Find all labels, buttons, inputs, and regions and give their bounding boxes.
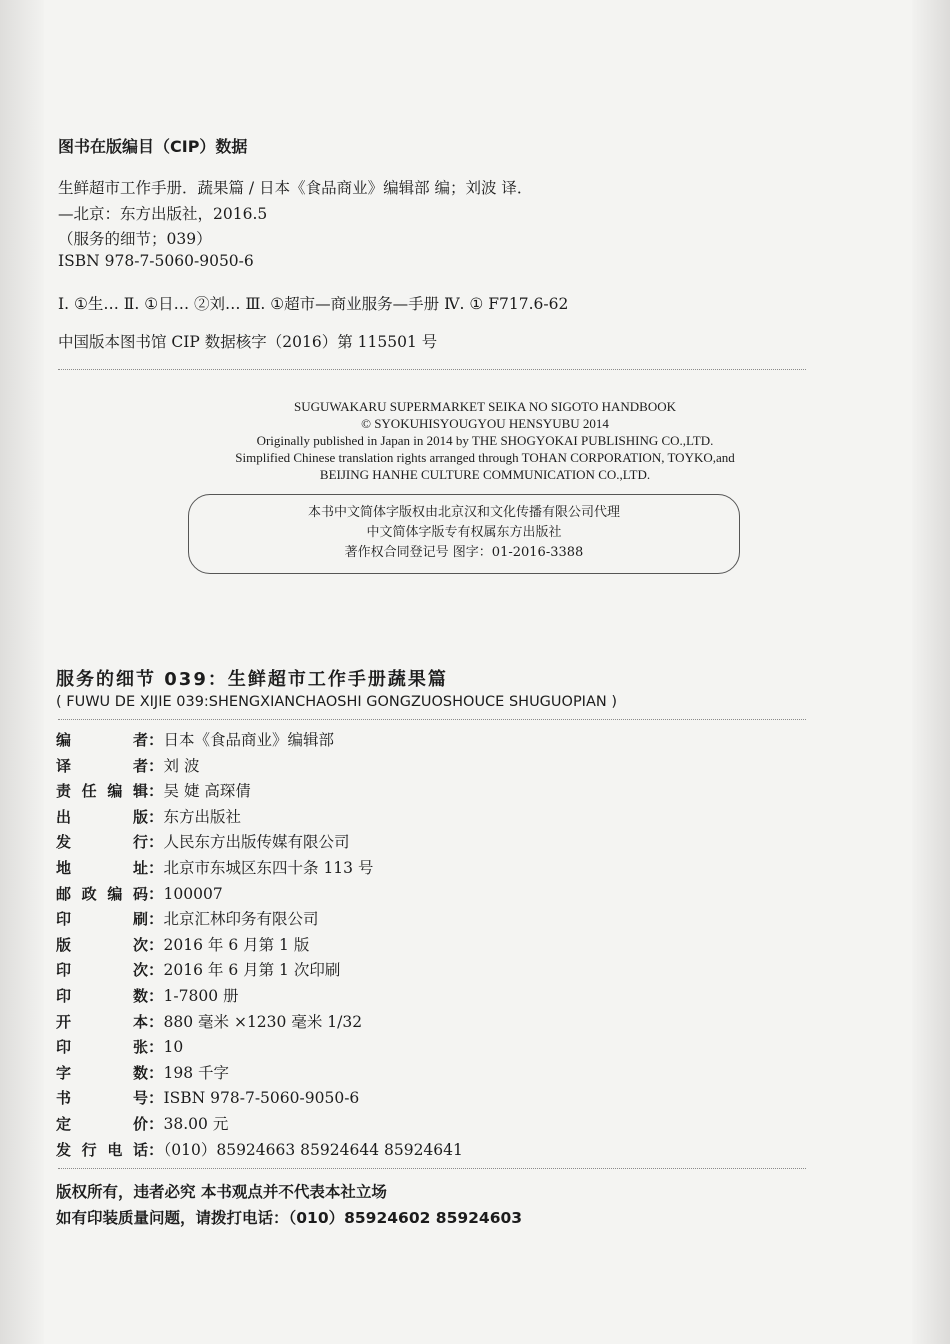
info-row-phone: 发行电话：（010）85924663 85924644 85924641 bbox=[56, 1138, 463, 1164]
info-label: 开本 bbox=[56, 1012, 148, 1031]
info-row-edition: 版次：2016 年 6 月第 1 版 bbox=[56, 933, 463, 959]
book-title-pinyin: ( FUWU DE XIJIE 039:SHENGXIANCHAOSHI GONGZUOSHOUCE SHUGUOPIAN ) bbox=[56, 694, 617, 710]
agency-line: 著作权合同登记号 图字：01-2016-3388 bbox=[344, 545, 584, 560]
info-row-editor: 编者：日本《食品商业》编辑部 bbox=[56, 728, 463, 754]
info-label: 书号 bbox=[56, 1089, 148, 1108]
info-label: 版次 bbox=[56, 935, 148, 954]
info-row-impression: 印次：2016 年 6 月第 1 次印刷 bbox=[56, 958, 463, 984]
info-label: 印数 bbox=[56, 986, 148, 1005]
info-label: 印次 bbox=[56, 961, 148, 980]
cip-publisher-line: —北京：东方出版社，2016.5 bbox=[58, 205, 268, 223]
info-row-postcode: 邮政编码：100007 bbox=[56, 882, 463, 908]
info-label: 邮政编码 bbox=[56, 884, 148, 903]
info-row-format: 开本：880 毫米 ×1230 毫米 1/32 bbox=[56, 1010, 463, 1036]
info-row-isbn: 书号：ISBN 978-7-5060-9050-6 bbox=[56, 1086, 463, 1112]
info-value: ISBN 978-7-5060-9050-6 bbox=[163, 1089, 360, 1108]
copyright-line: BEIJING HANHE CULTURE COMMUNICATION CO.,LTD. bbox=[319, 467, 651, 482]
info-row-address: 地址：北京市东城区东四十条 113 号 bbox=[56, 856, 463, 882]
info-value: 东方出版社 bbox=[163, 807, 242, 826]
agency-line: 中文简体字版专有权属东方出版社 bbox=[366, 525, 562, 540]
rights-notice: 版权所有，违者必究 本书观点并不代表本社立场 bbox=[56, 1183, 387, 1201]
info-value: 38.00 元 bbox=[163, 1114, 229, 1133]
info-value: 北京市东城区东四十条 113 号 bbox=[163, 858, 374, 877]
info-value: 人民东方出版传媒有限公司 bbox=[163, 833, 350, 852]
info-value: 100007 bbox=[163, 884, 223, 903]
info-label: 责任编辑 bbox=[56, 782, 148, 801]
cip-title-line: 生鲜超市工作手册．蔬果篇 / 日本《食品商业》编辑部 编；刘波 译． bbox=[58, 179, 533, 197]
info-label: 地址 bbox=[56, 858, 148, 877]
info-label: 印刷 bbox=[56, 910, 148, 929]
info-value: （010）85924663 85924644 85924641 bbox=[163, 1140, 463, 1159]
info-value: 1-7800 册 bbox=[163, 986, 239, 1005]
info-row-sheets: 印张：10 bbox=[56, 1035, 463, 1061]
info-label: 印张 bbox=[56, 1038, 148, 1057]
info-label: 发行 bbox=[56, 833, 148, 852]
info-label: 字数 bbox=[56, 1063, 148, 1082]
cip-classification-line: Ⅰ. ①生… Ⅱ. ①日… ②刘… Ⅲ. ①超市—商业服务—手册 Ⅳ. ① F717.6-62 bbox=[58, 295, 569, 313]
info-value: 2016 年 6 月第 1 版 bbox=[163, 935, 310, 954]
divider bbox=[58, 719, 806, 720]
info-label: 发行电话 bbox=[56, 1140, 148, 1159]
quality-contact-notice: 如有印装质量问题，请拨打电话：（010）85924602 85924603 bbox=[56, 1209, 523, 1227]
copyright-line: Simplified Chinese translation rights arranged through TOHAN CORPORATION, TOYKO,and bbox=[235, 450, 735, 465]
copyright-line: Originally published in Japan in 2014 by THE SHOGYOKAI PUBLISHING CO.,LTD. bbox=[256, 433, 714, 448]
page-edge-right bbox=[912, 0, 950, 1344]
original-copyright-block bbox=[140, 398, 830, 483]
info-row-print-run: 印数：1-7800 册 bbox=[56, 984, 463, 1010]
info-value: 吴 婕 高琛倩 bbox=[163, 782, 251, 801]
page-edge-left bbox=[0, 0, 44, 1344]
cip-series-line: （服务的细节；039） bbox=[58, 230, 212, 248]
book-title-chinese: 服务的细节 039：生鲜超市工作手册蔬果篇 bbox=[56, 669, 448, 690]
publication-info bbox=[56, 728, 463, 1163]
info-value: 刘 波 bbox=[163, 756, 200, 775]
divider bbox=[58, 1168, 806, 1169]
info-row-word-count: 字数：198 千字 bbox=[56, 1061, 463, 1087]
info-value: 198 千字 bbox=[163, 1063, 230, 1082]
agency-line: 本书中文简体字版权由北京汉和文化传播有限公司代理 bbox=[307, 505, 620, 520]
copyright-line: © SYOKUHISYOUGYOU HENSYUBU 2014 bbox=[361, 416, 609, 431]
copyright-line: SUGUWAKARU SUPERMARKET SEIKA NO SIGOTO HANDBOOK bbox=[294, 399, 676, 414]
info-row-responsible-editor: 责任编辑：吴 婕 高琛倩 bbox=[56, 779, 463, 805]
info-row-printer: 印刷：北京汇林印务有限公司 bbox=[56, 907, 463, 933]
info-label: 编者 bbox=[56, 731, 148, 749]
info-label: 定价 bbox=[56, 1114, 148, 1133]
info-label: 出版 bbox=[56, 807, 148, 826]
info-value: 北京汇林印务有限公司 bbox=[163, 910, 319, 929]
info-value: 880 毫米 ×1230 毫米 1/32 bbox=[163, 1012, 363, 1031]
cip-record-number-line: 中国版本图书馆 CIP 数据核字（2016）第 115501 号 bbox=[58, 333, 438, 351]
rights-agency-box bbox=[188, 494, 740, 574]
info-row-distributor: 发行：人民东方出版传媒有限公司 bbox=[56, 830, 463, 856]
info-label: 译者 bbox=[56, 756, 148, 775]
info-value: 日本《食品商业》编辑部 bbox=[163, 731, 335, 749]
info-row-translator: 译者：刘 波 bbox=[56, 754, 463, 780]
info-row-price: 定价：38.00 元 bbox=[56, 1112, 463, 1138]
info-value: 10 bbox=[163, 1038, 184, 1057]
divider bbox=[58, 369, 806, 370]
cip-isbn-line: ISBN 978-7-5060-9050-6 bbox=[58, 252, 254, 270]
info-value: 2016 年 6 月第 1 次印刷 bbox=[163, 961, 341, 980]
info-row-publisher: 出版：东方出版社 bbox=[56, 805, 463, 831]
cip-heading: 图书在版编目（CIP）数据 bbox=[58, 137, 248, 156]
